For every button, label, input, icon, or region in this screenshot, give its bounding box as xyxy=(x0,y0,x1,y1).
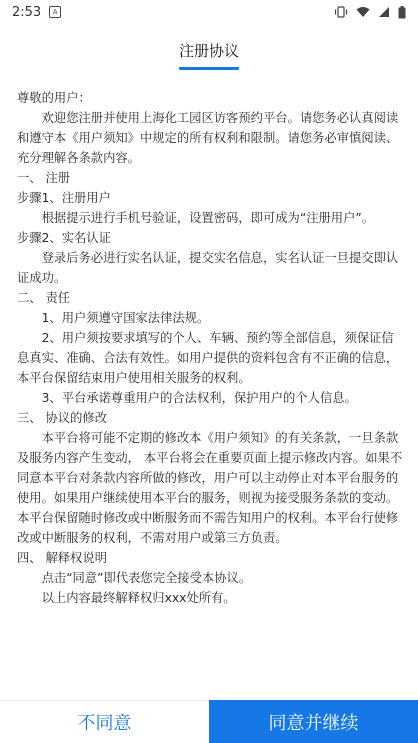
agree-continue-button[interactable]: 同意并继续 xyxy=(209,700,418,743)
section-responsibility-title: 二、 责任 xyxy=(17,291,71,305)
responsibility-item-3: 3、平台承诺尊重用户的合法权利，保护用户的个人信息。 xyxy=(41,391,357,405)
step2-title: 步骤2、实名认证 xyxy=(17,231,111,245)
footer-actions xyxy=(0,700,418,743)
disagree-button[interactable]: 不同意 xyxy=(0,700,209,743)
step1-text: 根据提示进行手机号验证，设置密码，即可成为“注册用户”。 xyxy=(41,211,375,225)
section-interpretation-title: 四、 解释权说明 xyxy=(17,551,107,565)
interpretation-text-1: 点击“同意”即代表您完全接受本协议。 xyxy=(41,571,252,585)
responsibility-item-2: 2、用户须按要求填写的个人、车辆、预约等全部信息，须保证信息真实、准确、合法有效性。如用户提供的资料包含有不正确的信息，本平台保留结束用户使用相关服务的权利。 xyxy=(17,331,399,385)
modification-text: 本平台将可能不定期的修改本《用户须知》的有关条款，一旦条款及服务内容产生变动， 本平台将会在重要页面上提示修改内容。如果不同意本平台对条款内容所做的修改，用户可以主动停止对本平台服务的使用。如果用户继续使用本平台的服务，则视为接受服务条款的变动。本平台保留随时修改或中断服务而不需告知用户的权利。本平台行使修改或中断服务的权利，不需对用户或第三方负责。 xyxy=(17,431,403,545)
wifi-icon xyxy=(356,6,370,18)
step1-title: 步骤1、注册用户 xyxy=(17,191,111,205)
status-time: 2:53 xyxy=(12,4,42,20)
status-left xyxy=(12,5,61,20)
title-underline xyxy=(179,67,239,70)
status-bar xyxy=(0,0,418,24)
section-register-title: 一、 注册 xyxy=(17,171,71,185)
status-right xyxy=(334,6,406,19)
greeting: 尊敬的用户： xyxy=(17,91,91,105)
notification-a-icon: A xyxy=(49,6,61,18)
page-header xyxy=(0,40,418,70)
agreement-content[interactable] xyxy=(17,88,403,608)
battery-icon xyxy=(398,6,406,19)
section-modification-title: 三、 协议的修改 xyxy=(17,411,107,425)
interpretation-text-2: 以上内容最终解释权归xxx处所有。 xyxy=(41,591,236,605)
step2-text: 登录后务必进行实名认证，提交实名信息，实名认证一旦提交即认证成功。 xyxy=(17,251,399,285)
intro-paragraph: 欢迎您注册并使用上海化工园区访客预约平台。请您务必认真阅读和遵守本《用户须知》中规定的所有权利和限制。请您务必审慎阅读、充分理解各条款内容。 xyxy=(17,111,399,165)
vibrate-icon xyxy=(334,6,348,18)
page-title: 注册协议 xyxy=(178,42,239,60)
responsibility-item-1: 1、用户须遵守国家法律法规。 xyxy=(41,311,210,325)
signal-icon xyxy=(378,6,390,18)
